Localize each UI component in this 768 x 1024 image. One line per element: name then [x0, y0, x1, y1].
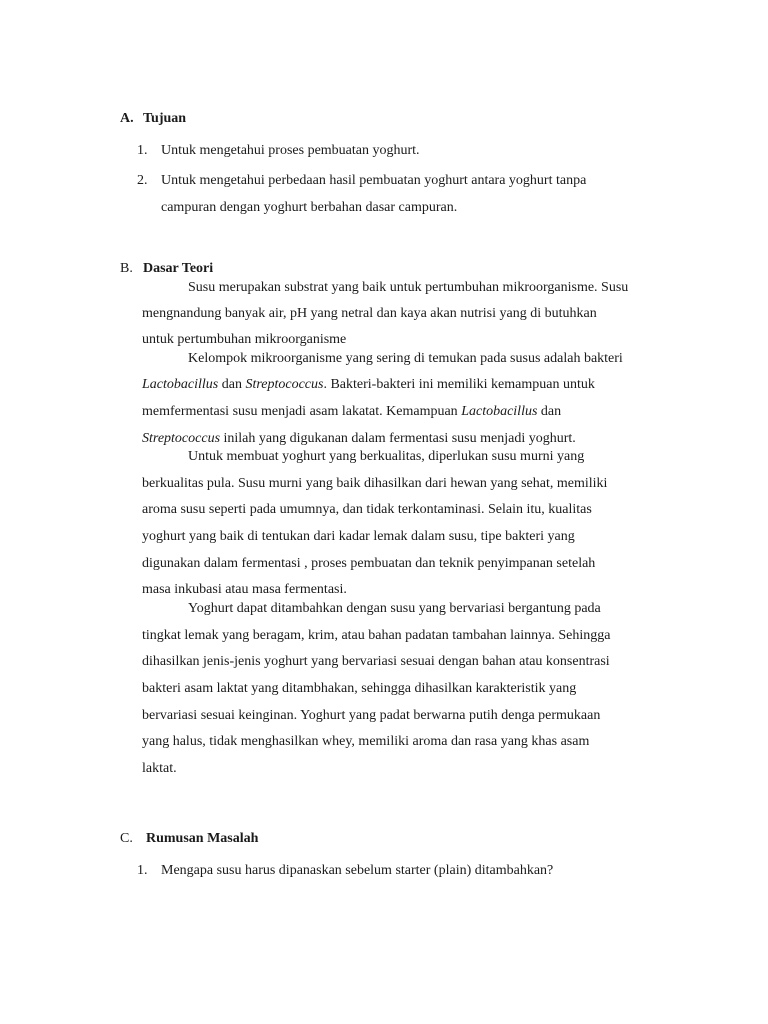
section-a-item-2-text-cont: campuran dengan yoghurt berbahan dasar campuran.: [161, 200, 458, 215]
section-c-item-1-text: Mengapa susu harus dipanaskan sebelum starter (plain) ditambahkan?: [161, 863, 554, 878]
paragraph-3-line: aroma susu seperti pada umumnya, dan tidak terkontaminasi. Selain itu, kualitas: [142, 502, 592, 517]
paragraph-4-line: yang halus, tidak menghasilkan whey, memiliki aroma dan rasa yang khas asam: [142, 734, 590, 749]
paragraph-4-line: tingkat lemak yang beragam, krim, atau bahan padatan tambahan lainnya. Sehingga: [142, 628, 611, 643]
section-a-title: Tujuan: [143, 111, 187, 126]
paragraph-4-line: bakteri asam laktat yang ditambhakan, sehingga dihasilkan karakteristik yang: [142, 681, 577, 696]
paragraph-2-line: memfermentasi susu menjadi asam lakatat. Kemampuan Lactobacillus dan: [142, 404, 562, 419]
section-a-item-1-number: 1.: [137, 143, 148, 158]
paragraph-2-line: Lactobacillus dan Streptococcus. Bakteri-bakteri ini memiliki kemampuan untuk: [142, 377, 595, 392]
paragraph-4-line: laktat.: [142, 761, 177, 776]
section-a-letter: A.: [120, 111, 134, 126]
paragraph-3-line: yoghurt yang baik di tentukan dari kadar lemak dalam susu, tipe bakteri yang: [142, 529, 575, 544]
section-a-item-1-text: Untuk mengetahui proses pembuatan yoghurt.: [161, 143, 420, 158]
lactobacillus-term: Lactobacillus: [142, 377, 219, 392]
paragraph-2-line: Kelompok mikroorganisme yang sering di temukan pada susus adalah bakteri: [188, 351, 623, 366]
paragraph-3-line: berkualitas pula. Susu murni yang baik dihasilkan dari hewan yang sehat, memiliki: [142, 476, 608, 491]
lactobacillus-term: Lactobacillus: [461, 404, 538, 419]
section-c-item-1-number: 1.: [137, 863, 148, 878]
paragraph-4-line: Yoghurt dapat ditambahkan dengan susu yang bervariasi bergantung pada: [188, 601, 601, 616]
paragraph-3-line: Untuk membuat yoghurt yang berkualitas, diperlukan susu murni yang: [188, 449, 585, 464]
paragraph-3-line: masa inkubasi atau masa fermentasi.: [142, 582, 347, 597]
section-a-item-2-text: Untuk mengetahui perbedaan hasil pembuatan yoghurt antara yoghurt tanpa: [161, 173, 587, 188]
paragraph-1-line: untuk pertumbuhan mikroorganisme: [142, 332, 347, 347]
section-b-letter: B.: [120, 261, 133, 276]
paragraph-1-line: mengnandung banyak air, pH yang netral dan kaya akan nutrisi yang di butuhkan: [142, 306, 597, 321]
paragraph-4-line: dihasilkan jenis-jenis yoghurt yang bervariasi sesuai dengan bahan atau konsentrasi: [142, 654, 610, 669]
streptococcus-term: Streptococcus: [142, 431, 221, 446]
paragraph-2-line: Streptococcus inilah yang digukanan dalam fermentasi susu menjadi yoghurt.: [142, 431, 576, 446]
section-b-title: Dasar Teori: [143, 261, 214, 276]
section-c-title: Rumusan Masalah: [146, 831, 259, 846]
streptococcus-term: Streptococcus: [245, 377, 324, 392]
paragraph-1-line: Susu merupakan substrat yang baik untuk pertumbuhan mikroorganisme. Susu: [188, 280, 629, 295]
section-a-item-2-number: 2.: [137, 173, 148, 188]
paragraph-4-line: bervariasi sesuai keinginan. Yoghurt yang padat berwarna putih denga permukaan: [142, 708, 601, 723]
section-c-letter: C.: [120, 831, 133, 846]
paragraph-3-line: digunakan dalam fermentasi , proses pembuatan dan teknik penyimpanan setelah: [142, 556, 596, 571]
